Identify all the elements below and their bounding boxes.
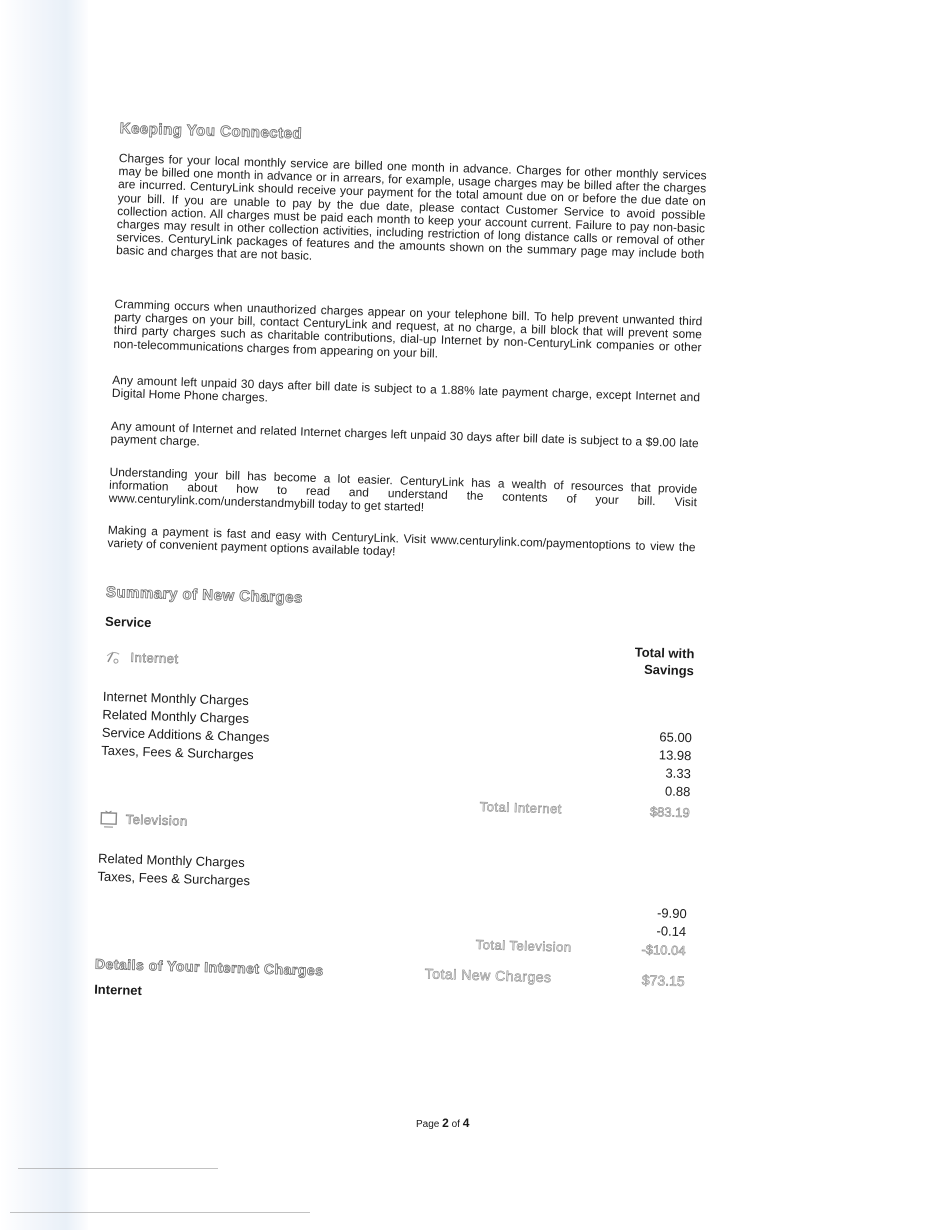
page-total: 4 (462, 1116, 470, 1130)
of-word: of (451, 1119, 460, 1130)
billing-paragraph: Charges for your local monthly service are billed one month in advance. Charges for other monthly services may be billed one month in advance or in arrears, for example, usage charges may be billed after the charges are incurred. CenturyLink should receive your payment for the total amount due on or before the due date on your bill. If you are unable to pay by the due date, please contact Customer Service to avoid possible collection action. All charges must be paid each month to keep your account current. Failure to pay non-basic charges may result in other collection activities, including restriction of long distance calls or removal of other services. CenturyLink packages of features and the amounts shown on the summary page may include both basic and charges that are not basic. (115, 150, 707, 264)
amount-value: -0.14 (656, 923, 687, 940)
page-number: 2 (442, 1116, 449, 1130)
internet-title: Internet (130, 649, 179, 667)
page-indicator (416, 1116, 469, 1130)
list-item: Service Additions & Changes (101, 724, 270, 745)
details-heading: Details of Your Internet Charges (94, 955, 324, 979)
television-items (97, 850, 398, 895)
total-new-charges-value: $73.15 (641, 971, 685, 990)
page-word: Page (416, 1119, 440, 1130)
scan-artifact-line (18, 1168, 218, 1169)
amount-value: -9.90 (656, 905, 687, 922)
total-new-charges-label: Total New Charges (424, 965, 552, 986)
total-internet-value: $83.19 (649, 804, 690, 821)
internet-section-title (104, 648, 179, 668)
total-television-value: -$10.04 (641, 941, 686, 959)
internet-items (101, 688, 403, 769)
television-section-title (99, 810, 188, 831)
details-internet-subheading: Internet (93, 981, 143, 999)
service-label: Service (104, 613, 152, 631)
understanding-bill-paragraph: Understanding your bill has become a lot easier. CenturyLink has a wealth of resources that provide information about how to read and understand the contents of your bill. Visit www.centurylink.com/understandmybill today to get started! (108, 464, 698, 515)
amount-value: 3.33 (665, 765, 692, 782)
bill-page (93, 120, 770, 999)
keeping-connected-heading: Keeping You Connected (119, 120, 303, 143)
list-item: Taxes, Fees & Surcharges (97, 868, 251, 889)
television-title: Television (125, 811, 189, 829)
amount-value: 13.98 (658, 747, 692, 764)
scan-artifact-line (10, 1212, 310, 1213)
late-charge-paragraph: Any amount left unpaid 30 days after bill date is subject to a 1.88% late payment charge, except Internet and Digital Home Phone charges. (111, 372, 701, 405)
scan-edge-shadow (0, 0, 88, 1230)
total-television-label: Total Television (475, 936, 572, 955)
television-amounts (626, 903, 687, 941)
total-with-savings-header: Total with Savings (634, 644, 695, 679)
cramming-paragraph: Cramming occurs when unauthorized charges appear on your telephone bill. To help prevent unwanted third party charges on your bill, contact CenturyLink and request, at no charge, a bill block that will prevent some third party charges such as charitable contributions, dial-up Internet by non-CenturyLink companies or other non-telecommunications charges from appearing on your bill. (113, 296, 703, 361)
television-icon (99, 810, 122, 829)
amount-value: 65.00 (659, 729, 693, 746)
list-item: Related Monthly Charges (97, 850, 245, 871)
internet-late-charge-paragraph: Any amount of Internet and related Internet charges left unpaid 30 days after bill date is subject to a $9.00 late payment charge. (110, 418, 699, 451)
internet-icon (104, 648, 127, 667)
list-item: Related Monthly Charges (102, 706, 250, 727)
amount-value: 0.88 (664, 783, 691, 800)
list-item: Taxes, Fees & Surcharges (101, 742, 254, 763)
list-item: Internet Monthly Charges (102, 688, 250, 709)
internet-amounts (630, 727, 692, 801)
payment-options-paragraph: Making a payment is fast and easy with CenturyLink. Visit www.centurylink.com/paymentoptions to view the variety of convenient payment options available today! (107, 522, 696, 559)
total-internet-label: Total Internet (479, 798, 563, 817)
summary-heading: Summary of New Charges (105, 583, 304, 607)
